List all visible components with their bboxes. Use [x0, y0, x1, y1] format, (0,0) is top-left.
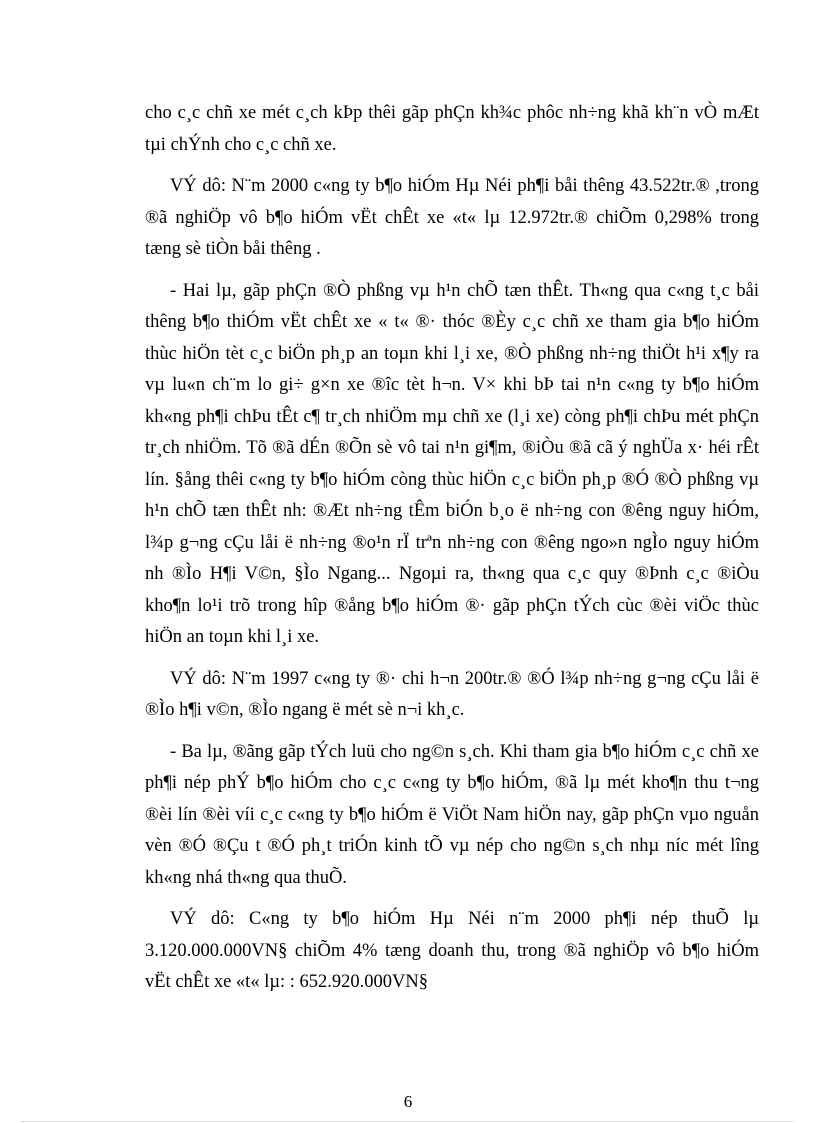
paragraph-line: ®ã nghiÖp vô b¶o hiÓm vËt chÊt xe «t« lµ 12.972tr.® chiÕm 0,298% trong: [145, 207, 759, 228]
paragraph: [145, 904, 759, 999]
paragraph-line: vµ lu«n ch¨m lo gi÷ g×n xe ®îc tèt h¬n. V× khi bÞ tai n¹n c«ng ty b¶o hiÓm: [145, 375, 759, 395]
document-body: [145, 98, 759, 1009]
paragraph-line: tr¸ch nhiÖm. Tõ ®ã dÉn ®Õn sè vô tai n¹n gi¶m, ®iÒu ®ã cã ý nghÜa x· héi rÊt: [145, 438, 759, 458]
paragraph-line: thùc hiÖn tèt c¸c biÖn ph¸p an toµn khi l¸i xe, ®Ò phßng nh÷ng thiÖt h¹i x¶y ra: [145, 343, 759, 364]
paragraph-line: vËt chÊt xe «t« lµ: : 652.920.000VN§: [145, 972, 428, 992]
paragraph-line: vèn ®Ó ®Çu t ®Ó ph¸t triÓn kinh tÕ vµ nép cho ng©n s¸ch nhµ níc mét lîng: [145, 836, 759, 856]
page-number: 6: [403, 1092, 413, 1111]
paragraph-line: ®èi lín ®èi víi c¸c c«ng ty b¶o hiÓm ë ViÖt Nam hiÖn nay, gãp phÇn vµo nguån: [145, 804, 759, 825]
page-bottom-divider: [22, 1121, 794, 1122]
paragraph: [145, 276, 759, 654]
paragraph-line: ph¶i nép phÝ b¶o hiÓm cho c¸c c«ng ty b¶o hiÓm, ®ã lµ mét kho¶n thu t¬ng: [145, 773, 759, 793]
paragraph-line: h¹n chÕ tæn thÊt nh: ®Æt nh÷ng tÊm biÓn b¸o ë nh÷ng con ®êng nguy hiÓm,: [145, 501, 759, 521]
paragraph-line: tæng sè tiÒn båi thêng .: [145, 239, 321, 259]
paragraph-line: ®Ìo h¶i v©n, ®Ìo ngang ë mét sè n¬i kh¸c.: [145, 700, 465, 720]
paragraph-line: kho¶n lo¹i trõ trong hîp ®ång b¶o hiÓm ®· gãp phÇn tÝch cùc ®èi viÖc thùc: [145, 595, 759, 616]
paragraph: [145, 98, 759, 161]
paragraph-line: tµi chÝnh cho c¸c chñ xe.: [145, 134, 337, 155]
paragraph: [145, 664, 759, 727]
paragraph-line: - Hai lµ, gãp phÇn ®Ò phßng vµ h¹n chÕ tæn thÊt. Th«ng qua c«ng t¸c båi: [170, 280, 759, 301]
paragraph-line: 3.120.000.000VN§ chiÕm 4% tæng doanh thu, trong ®ã nghiÖp vô b¶o hiÓm: [145, 940, 759, 961]
paragraph-line: - Ba lµ, ®ãng gãp tÝch luü cho ng©n s¸ch. Khi tham gia b¶o hiÓm c¸c chñ xe: [170, 741, 759, 762]
paragraph: [145, 171, 759, 266]
paragraph-line: VÝ dô: C«ng ty b¶o hiÓm Hµ Néi n¨m 2000 ph¶i nép thuÕ lµ: [170, 909, 759, 929]
paragraph-line: cho c¸c chñ xe mét c¸ch kÞp thêi gãp phÇn kh¾c phôc nh÷ng khã kh¨n vÒ mÆt: [145, 103, 759, 123]
paragraph-line: VÝ dô: N¨m 1997 c«ng ty ®· chi h¬n 200tr.® ®Ó l¾p nh÷ng g¬ng cÇu låi ë: [170, 668, 759, 689]
paragraph: [145, 737, 759, 895]
paragraph-line: kh«ng ph¶i chÞu tÊt c¶ tr¸ch nhiÖm mµ chñ xe (l¸i xe) còng ph¶i chÞu mét phÇn: [145, 406, 759, 427]
paragraph-line: l¾p g¬ng cÇu låi ë nh÷ng ®o¹n rÏ trªn nh÷ng con ®êng ngo»n ngÌo nguy hiÓm: [145, 532, 759, 553]
paragraph-line: hiÖn an toµn khi l¸i xe.: [145, 627, 320, 647]
paragraph-line: VÝ dô: N¨m 2000 c«ng ty b¶o hiÓm Hµ Néi ph¶i båi thêng 43.522tr.® ,trong: [170, 176, 759, 196]
paragraph-line: lín. §ång thêi c«ng ty b¶o hiÓm còng thùc hiÖn c¸c biÖn ph¸p ®Ó ®Ò phßng vµ: [145, 469, 759, 490]
paragraph-line: nh ®Ìo H¶i V©n, §Ìo Ngang... Ngoµi ra, th«ng qua c¸c quy ®Þnh c¸c ®iÒu: [145, 564, 759, 584]
paragraph-line: kh«ng nhá th«ng qua thuÕ.: [145, 867, 347, 888]
paragraph-line: thêng b¶o thiÓm vËt chÊt xe « t« ®· thóc ®Èy c¸c chñ xe tham gia b¶o hiÓm: [145, 312, 759, 332]
